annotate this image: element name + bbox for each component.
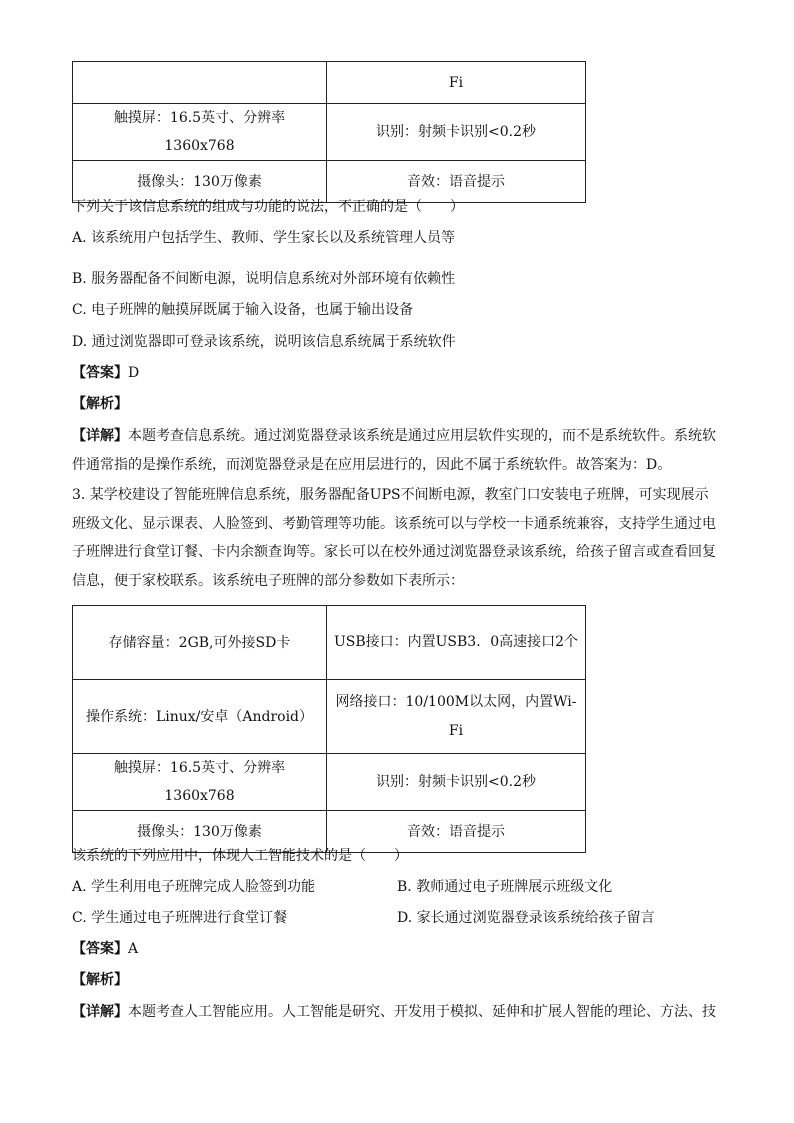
question-3-option-c: C. 学生通过电子班牌进行食堂订餐: [72, 910, 288, 926]
question-3-option-a: A. 学生利用电子班牌完成人脸签到功能: [72, 879, 316, 895]
question-3-option-b: B. 教师通过电子班牌展示班级文化: [397, 879, 613, 895]
table-cell: 识别：射频卡识别<0.2秒: [327, 754, 586, 811]
question-2-option-a: A. 该系统用户包括学生、教师、学生家长以及系统管理人员等: [72, 230, 456, 246]
intro-line: 信息，便于家校联系。该系统电子班牌的部分参数如下表所示：: [72, 572, 464, 589]
answer-value: A: [128, 941, 139, 957]
answer-tag: 【答案】: [72, 365, 128, 381]
table-cell: 摄像头：130万像素: [73, 161, 327, 203]
question-2-stem: 下列关于该信息系统的组成与功能的说法，不正确的是（ ）: [72, 199, 464, 215]
detail-tag: 【详解】: [72, 1004, 128, 1020]
table-cell: USB接口：内置USB3．0高速接口2个: [327, 606, 586, 680]
question-3-answer: [72, 938, 138, 958]
table-cell: 存储容量：2GB,可外接SD卡: [73, 606, 327, 680]
table-row: [73, 606, 586, 680]
table-cell: 触摸屏：16.5英寸、分辨率1360x768: [73, 754, 327, 811]
question-2-option-c: C. 电子班牌的触摸屏既属于输入设备，也属于输出设备: [72, 302, 414, 318]
question-2-detail: [72, 422, 722, 479]
question-2-analysis-tag: 【解析】: [72, 396, 128, 412]
question-2-option-d: D. 通过浏览器即可登录该系统，说明该信息系统属于系统软件: [72, 334, 456, 350]
table-cell: 摄像头：130万像素: [73, 811, 327, 853]
detail-line: 本题考查人工智能应用。人工智能是研究、开发用于模拟、延伸和扩展人智能的理论、方法、技: [128, 1004, 716, 1020]
table-cell: 音效：语音提示: [327, 161, 586, 203]
parameter-table-1: [72, 61, 586, 203]
detail-line: 【详解】本题考查信息系统。通过浏览器登录该系统是通过应用层软件实现的，而不是系统软件。系统软: [72, 428, 716, 444]
detail-tag: 【详解】: [72, 428, 128, 444]
table-row: [73, 62, 586, 104]
intro-line: 3. 某学校建设了智能班牌信息系统，服务器配备UPS不间断电源，教室门口安装电子班牌，可实现展示: [72, 487, 709, 503]
question-3-analysis-tag: 【解析】: [72, 972, 128, 988]
table-cell: 操作系统：Linux/安卓（Android）: [73, 680, 327, 754]
table-cell: 识别：射频卡识别<0.2秒: [327, 104, 586, 161]
question-3-intro: [72, 481, 722, 595]
question-3-detail: [72, 1001, 716, 1021]
table-cell: 音效：语音提示: [327, 811, 586, 853]
table-cell: Fi: [327, 62, 586, 104]
answer-tag: 【答案】: [72, 941, 128, 957]
intro-line: 子班牌进行食堂订餐、卡内余额查询等。家长可以在校外通过浏览器登录该系统，给孩子留言或查看回复: [72, 544, 716, 560]
answer-value: D: [128, 365, 140, 381]
table-row: [73, 680, 586, 754]
table-cell: 网络接口：10/100M以太网，内置Wi-Fi: [327, 680, 586, 754]
table-row: [73, 754, 586, 811]
table-cell: 触摸屏：16.5英寸、分辨率1360x768: [73, 104, 327, 161]
intro-line: 班级文化、显示课表、人脸签到、考勤管理等功能。该系统可以与学校一卡通系统兼容，支持学生通过电: [72, 515, 716, 532]
question-2-option-b: B. 服务器配备不间断电源，说明信息系统对外部环境有依赖性: [72, 271, 456, 287]
table-cell: [73, 62, 327, 104]
table-row: [73, 104, 586, 161]
detail-line: 件通常指的是操作系统，而浏览器登录是在应用层进行的，因此不属于系统软件。故答案为：D。: [72, 456, 672, 473]
question-3-stem: 该系统的下列应用中，体现人工智能技术的是（ ）: [72, 848, 408, 864]
question-2-answer: [72, 362, 139, 382]
parameter-table-2: [72, 605, 586, 853]
question-3-option-d: D. 家长通过浏览器登录该系统给孩子留言: [397, 910, 655, 926]
